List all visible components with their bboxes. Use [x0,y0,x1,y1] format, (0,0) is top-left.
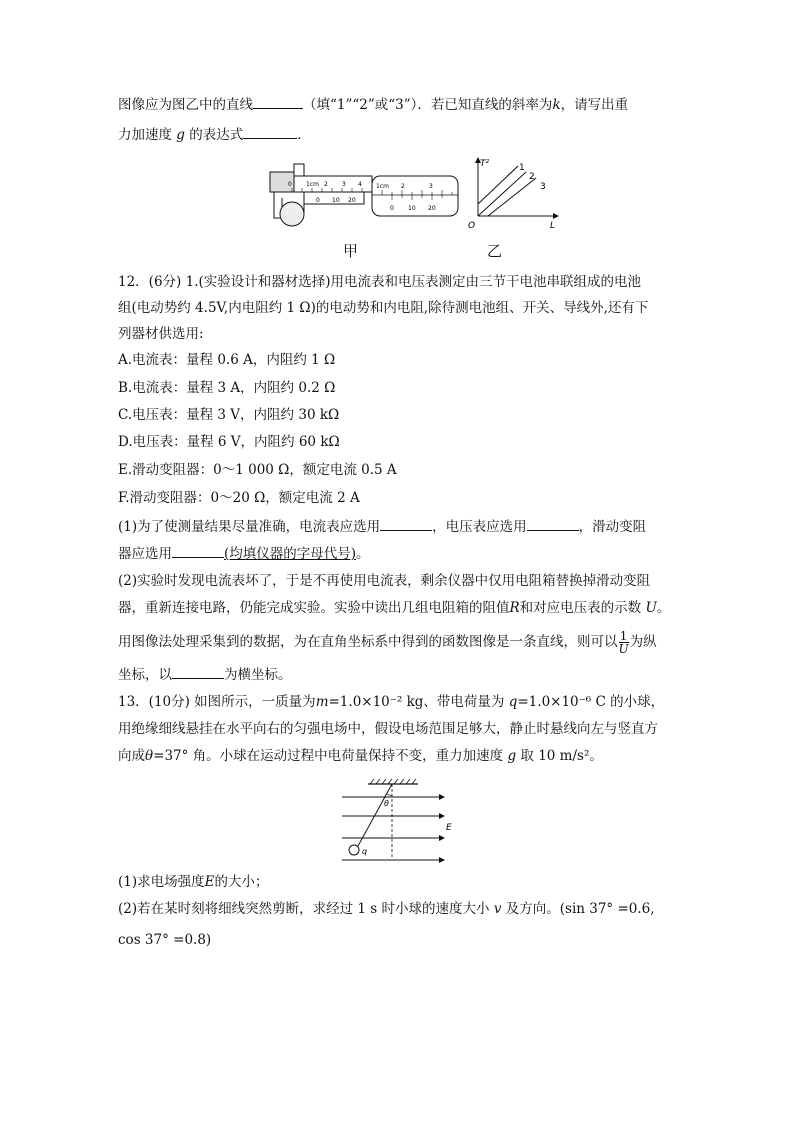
q13-part2-line-2 [118,930,211,950]
q13-text: 取 10 m/s²。 [520,748,603,764]
charged-ball [349,845,359,855]
main-scale-ticks [292,188,362,192]
rheostat-blank[interactable] [172,543,224,558]
charge-label: q [362,847,368,856]
answer-blank[interactable] [253,94,303,109]
figure-caption-jia: 甲 [343,242,359,260]
q13-line-2 [118,719,658,739]
answer-blank[interactable] [243,124,297,139]
q13-part2-line-1 [118,899,655,919]
tick-label: 20 [428,205,436,212]
q12-text: (1)为了使测量结果尽量准确，电流表应选用 [118,519,381,535]
q12-text: 。 [656,600,671,616]
q13-text: 向成 [118,748,145,764]
q11-text: ，请写出重 [560,97,629,113]
q12-part1-line-2 [118,543,370,564]
tick-label: 10 [408,205,416,212]
q13-text: cos 37° =0.8) [118,932,212,948]
option-d [118,432,340,452]
q12-part2-line-1 [118,571,650,591]
q12-text: 为纵 [629,634,657,650]
zoom-unit-label: 1cm [376,183,389,190]
ceiling-hatch [370,779,416,784]
q13-text: =1.0×10⁻² kg、带电荷量为 [328,694,505,710]
y-axis-label: T² [480,159,490,169]
line-1-label: 1 [519,163,525,173]
tick-label: 3 [429,183,433,190]
vernier-caliper-figure [262,158,462,230]
var-m: m [315,694,329,710]
q12-text: ，电压表应选用 [432,519,527,535]
q11-line-2 [118,124,311,145]
current-meter-blank[interactable] [380,516,432,531]
q12-text: 。 [356,546,370,562]
q13-text: 13．(10分) 如图所示，一质量为 [118,694,316,710]
angle-arc [387,794,392,795]
string [358,784,392,846]
option-c [118,405,339,425]
var-g: g [507,748,517,764]
q13-part1 [118,872,268,892]
q13-text: 的大小； [214,874,269,890]
tick-label: 0 [316,197,320,204]
q12-text: 用图像法处理采集到的数据，为在直角坐标系中得到的函数图像是一条直线，则可以 [118,634,618,650]
line-2 [478,172,526,216]
tick-label: 3 [342,181,346,188]
var-q: q [508,694,518,710]
q11-text: 图像应为图乙中的直线 [118,97,253,113]
question-number: 12．(6分) [118,274,182,290]
line-2-label: 2 [529,172,535,182]
theta-label: θ [384,799,389,808]
t2-l-graph-figure [466,152,566,234]
line-3 [488,178,536,216]
option-text: C.电压表：量程 3 V，内阻约 30 kΩ [118,407,340,423]
voltmeter-blank[interactable] [527,516,579,531]
field-label: E [446,823,452,833]
q12-line-2 [118,298,648,318]
origin-label: O [468,221,476,231]
fraction-numerator: 1 [619,629,628,643]
option-text: F.滑动变阻器：0～20 Ω，额定电流 2 A [118,490,360,506]
q13-text: =37° 角。小球在运动过程中电荷量保持不变，重力加速度 [153,748,504,764]
q12-text: ，滑动变阻 [578,519,647,535]
line-3-label: 3 [540,182,546,192]
q12-text: (2)实验时发现电流表坏了，于是不再使用电流表，剩余仪器中仅用电阻箱替换掉滑动变阻 [118,573,651,589]
q12-part2-line-2 [118,598,670,618]
q13-text: (1)求电场强度 [118,874,205,890]
option-text: E.滑动变阻器：0～1 000 Ω，额定电流 0.5 A [118,462,397,478]
var-v: v [493,901,502,917]
caliper-upper-jaw [294,164,304,176]
q12-note: (均填仪器的字母代号) [224,546,357,562]
tick-label: 2 [401,183,405,190]
measured-object [280,202,304,226]
option-text: B.电流表：量程 3 A，内阻约 0.2 Ω [118,380,336,396]
q12-text: 器应选用 [118,546,172,562]
q12-text: 列器材供选用: [118,326,204,342]
q12-text: 组(电动势约 4.5V,内电阻约 1 Ω)的电动势和内电阻,除待测电池组、开关、导线外,还有下 [118,300,649,316]
q13-text: 用绝缘细线悬挂在水平向右的匀强电场中，假设电场范围足够大，静止时悬线向左与竖直方 [118,721,658,737]
q12-line-3 [118,324,204,344]
x-axis-label: L [550,221,556,231]
q12-part2-line-4 [118,664,292,685]
q12-text: 器，重新连接电路，仍能完成实验。实验中读出几组电阻箱的阻值 [118,600,510,616]
fraction-1-over-u [619,630,629,655]
var-g: g [176,127,185,143]
option-e [118,460,397,480]
scale-unit-label: 1cm [306,181,319,188]
figure-caption-yi: 乙 [487,242,503,260]
q13-line-3 [118,746,603,766]
var-u: U [645,600,657,616]
q12-text: 为横坐标。 [224,667,292,683]
option-f [118,488,360,508]
option-text: A.电流表：量程 0.6 A，内阻约 1 Ω [118,352,336,368]
option-text: D.电压表：量程 6 V，内阻约 60 kΩ [118,434,340,450]
tick-label: 10 [332,197,340,204]
q12-text: 坐标，以 [118,667,172,683]
tick-label: 4 [358,181,362,188]
q13-text: 及方向。(sin 37° =0.6, [505,901,655,917]
tick-label: 20 [348,197,356,204]
var-e: E [204,874,215,890]
option-a [118,350,335,370]
option-b [118,378,335,398]
q11-line-1 [118,94,628,115]
q11-text: ． [297,127,311,143]
q12-line-1 [118,272,641,292]
q11-text: 的表达式 [189,127,244,143]
tick-label: 2 [324,181,328,188]
tick-label: 0 [288,181,292,188]
q11-text: 力加速度 [118,127,172,143]
x-axis-blank[interactable] [172,664,224,679]
tick-label: 0 [390,205,394,212]
q11-text: （填“1”“2”或“3”）．若已知直线的斜率为 [303,97,553,113]
fraction-denominator: U [618,642,629,656]
var-k: k [552,97,561,113]
var-r: R [509,600,520,616]
q12-text: 1.(实验设计和器材选择)用电流表和电压表测定由三节干电池串联组成的电池 [185,274,642,290]
q13-text: =1.0×10⁻⁶ C 的小球， [517,694,665,710]
q13-line-1 [118,692,664,712]
q13-text: (2)若在某时刻将细线突然剪断，求经过 1 s 时小球的速度大小 [118,901,490,917]
q12-part2-line-3 [118,630,657,655]
pendulum-field-figure [340,776,460,868]
q12-text: 和对应电压表的示数 [519,600,642,616]
var-theta: θ [145,748,154,764]
q12-part1-line-1 [118,516,646,537]
